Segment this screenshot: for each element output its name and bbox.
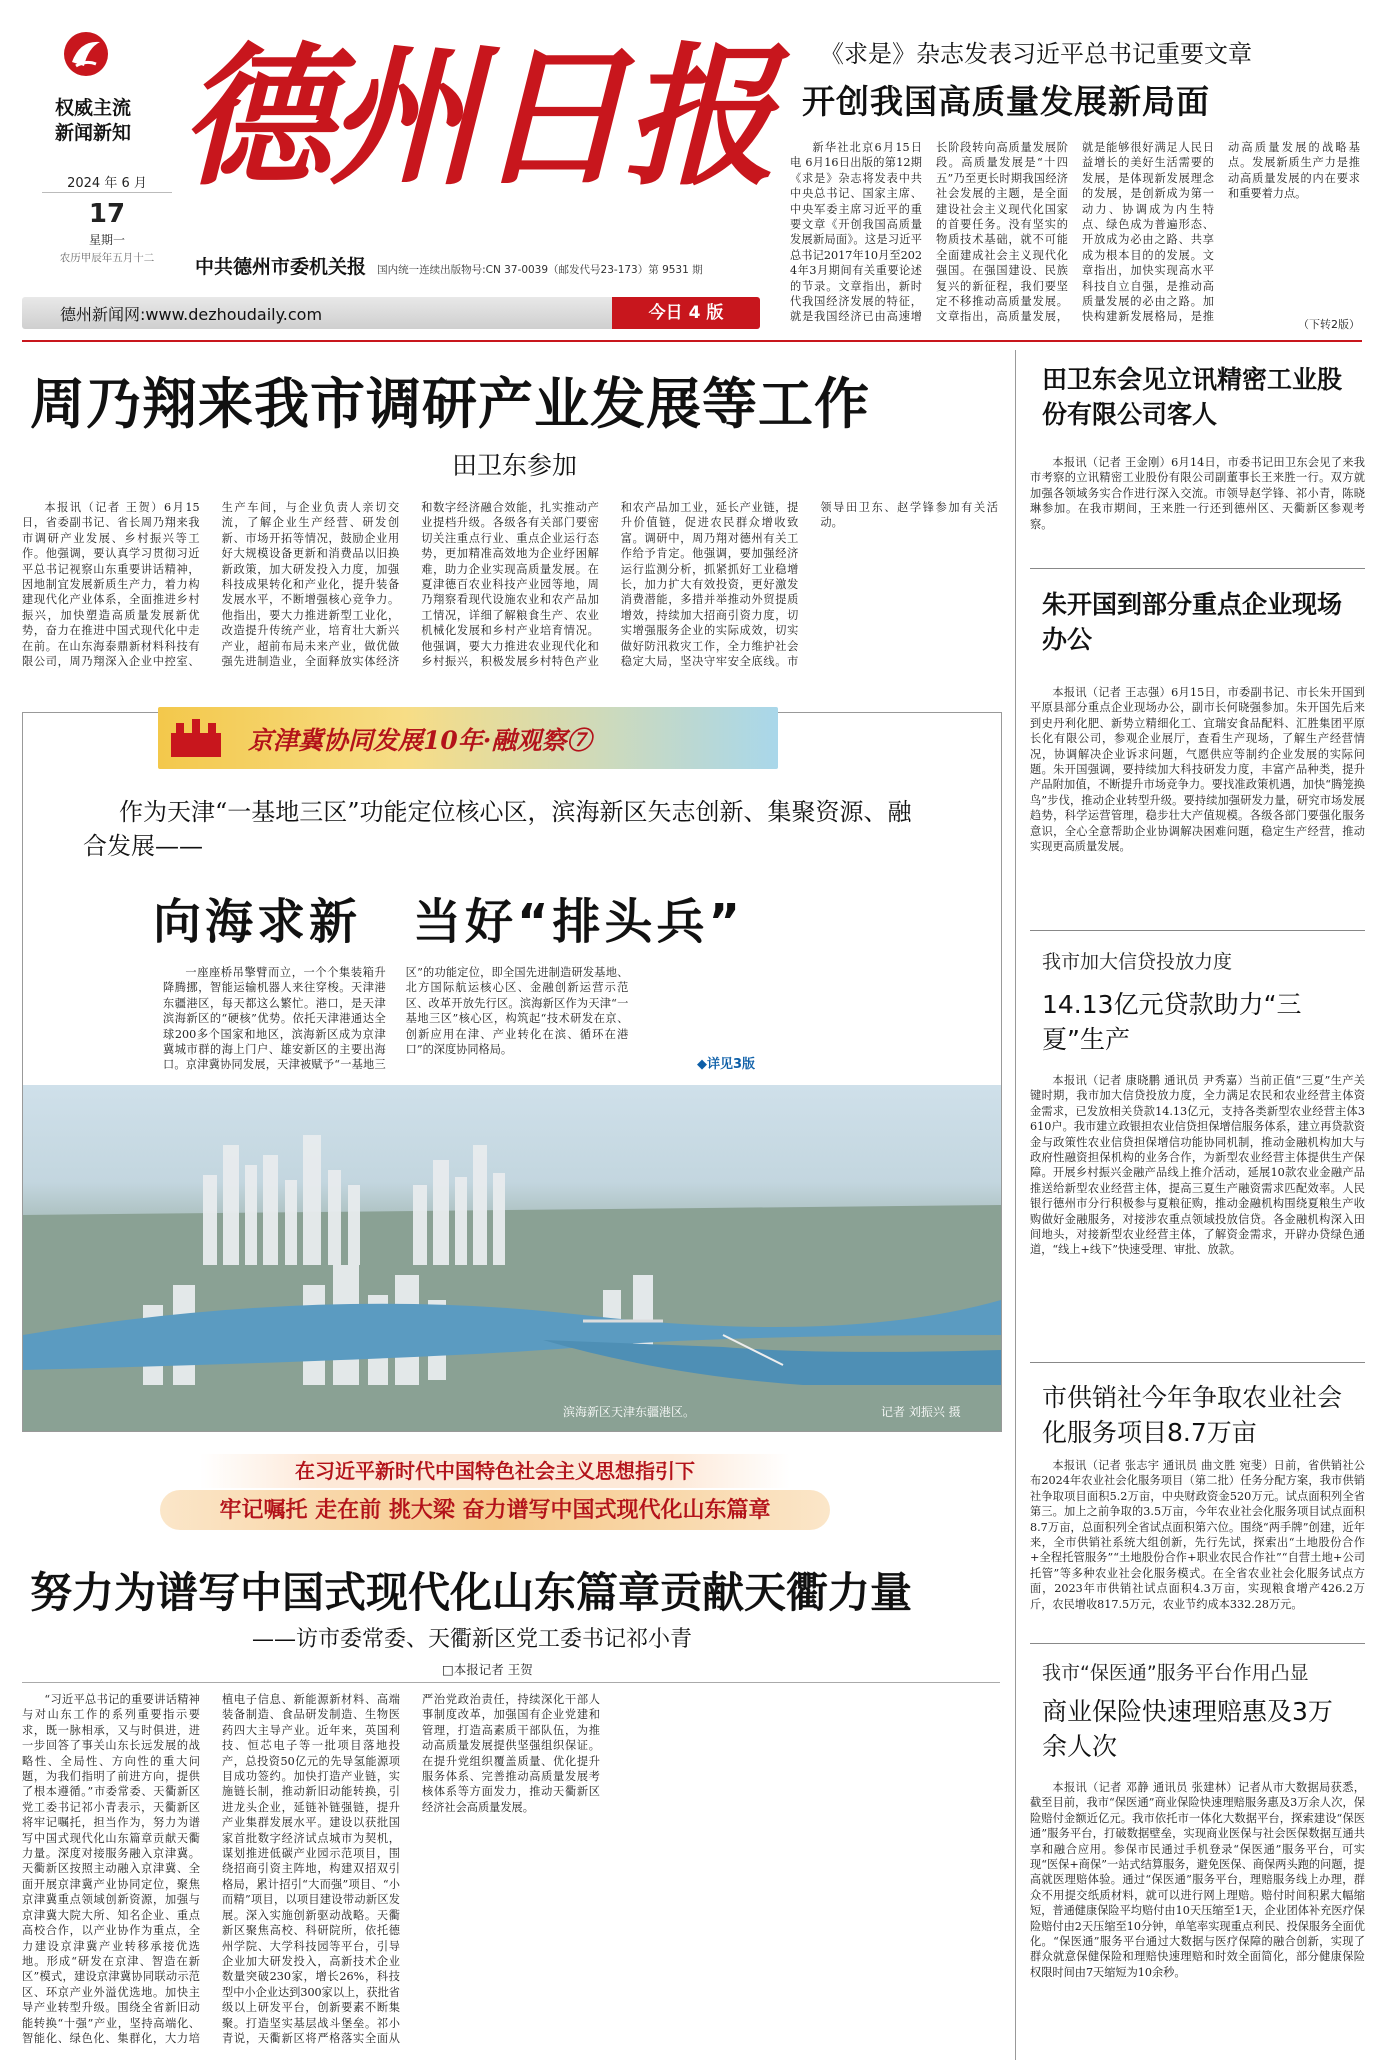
feature-body	[163, 965, 871, 1080]
top-story-jump: （下转2版）	[1294, 316, 1360, 332]
right-story-1-body	[1030, 455, 1365, 545]
feature-banner-title: 京津冀协同发展10年·融观察⑦	[248, 726, 592, 755]
right-story-5	[1030, 1648, 1365, 2053]
right-story-2-text: 本报讯（记者 王志强）6月15日，市委副书记、市长朱开国到平原县部分重点企业现场办公，副市长何晓强参加。朱开国先后来到史丹利化肥、新势立精细化工、宜瑞安食品配料、汇胜集团平原长化有限公司，参观企业展厅，查看生产现场，了解生产经营情况，协调解决企业诉求问题，气愿供应等制约企业发展的实际问题。朱开国强调，要持续加大科技研发力度，丰富产品种类，提升产品附加值，不断提升市场竞争力。要找准政策机遇，加快“腾笼换鸟”步伐，推动企业转型升级。要持续加强研发力量，研究市场发展趋势，科学运营管理，稳步壮大产值规模。各级各部门要强化服务意识，全心全意帮助企业协调解决困难问题，稳定生产经营，推动实现更高质量发展。	[1030, 686, 1365, 854]
interview-body	[22, 1692, 1000, 2052]
newspaper-logo-icon	[62, 30, 110, 78]
interview-text: “习近平总书记的重要讲话精神与对山东工作的系列重要指示要求，既一脉相承，又与时俱进，进一步回答了事关山东长远发展的战略性、全局性、方向性的重大问题，为我们指明了前进方向，提供了根本遵循。”市委常委、天衢新区党工委书记祁小青表示，天衢新区将牢记嘱托，担当作为，努力为谱写中国式现代化山东篇章贡献天衢力量。深度对接服务融入京津冀。天衢新区按照主动融入京津冀、全面开展京津冀产业协同定位，聚焦京津冀重点领域创新资源，加强与京津冀大院大所、知名企业、重点高校合作，以产业协作为重点，全力建设京津冀产业转移承接优选地。形成“研发在京津、智造在新区”模式，建设京津冀协同联动示范区、环京产业外溢优选地。加快主导产业转型升级。围绕全省新旧动能转换“十强”产业，坚持高端化、智能化、绿色化、集群化，大力培植电子信息、新能源新材料、高端装备制造、食品研发制造、生物医药四大主导产业。近年来，英国利技、恒芯电子等一批项目落地投产，总投资50亿元的先导氢能源项目成功签约。加快打造产业链，实施链长制，推动新旧动能转换，引进龙头企业，延链补链强链，提升产业集群发展水平。建设以获批国家首批数字经济试点城市为契机，谋划推进低碳产业园示范项目，围绕招商引资主阵地，构建双招双引格局，累计招引“大而强”项目、“小而精”项目，以项目建设带动新区发展。深入实施创新驱动战略。天衢新区聚焦高校、科研院所，依托德州学院、大学科技园等平台，引导企业加大研发投入，高新技术企业数量突破230家，增长26%，科技型中小企业达到300家以上，获批省级以上研发平台，创新要素不断集聚。打造坚实基层战斗堡垒。祁小青说，天衢新区将严格落实全面从严治党政治责任，持续深化干部人事制度改革，加强国有企业党建和管理，打造高素质干部队伍，为推动高质量发展提供坚强组织保证。在提升党组织覆盖质量、优化提升服务体系、完善推动高质量发展考核体系等方面发力，推动天衢新区经济社会高质量发展。	[22, 1693, 600, 2045]
theme-banner-line1: 在习近平新时代中国特色社会主义思想指引下	[295, 1459, 695, 1483]
website-url[interactable]: 德州新闻网:www.dezhoudaily.com	[60, 305, 323, 324]
top-story-body	[790, 140, 1360, 328]
today-pages-badge	[612, 297, 760, 329]
top-story-kicker: 《求是》杂志发表习近平总书记重要文章	[820, 40, 1252, 68]
lead-headline: 周乃翔来我市调研产业发展等工作	[30, 372, 871, 436]
right-story-3-text: 本报讯（记者 康晓鹏 通讯员 尹秀嘉）当前正值“三夏”生产关键时期，我市加大信贷投放力度，全力满足农民和农业经营主体资金需求，已发放相关贷款14.13亿元，支持各类新型农业经营主体3610户。我市建立政银担农业信贷担保增信服务体系，建立再贷款资金与政策性农业信贷担保增信功能协同机制，推动金融机构加大与政府性融资担保机构的业务合作，为新型农业经营主体提供生产保障。开展乡村振兴金融产品线上推介活动，延展10款农业金融产品推送给新型农业经营主体，提高三夏生产融资需求匹配效率。人民银行德州市分行积极参与夏粮征购，推动金融机构围绕夏粮生产收购做好金融服务，对接涉农重点领域投放信贷。各金融机构深入田间地头，对接新型农业经营主体，了解资金需求，开辟办贷绿色通道，“线上+线下”快速受理、审批、放款。	[1030, 1074, 1365, 1257]
right-story-5-text: 本报讯（记者 邓静 通讯员 张建林）记者从市大数据局获悉，截至目前，我市“保医通”商业保险快速理赔服务惠及3万余人次，保险赔付金额近亿元。我市依托市一体化大数据平台，探索建设“保医通”服务平台，打破数据壁垒，实现商业医保与社会医保数据互通共享和融合应用。参保市民通过手机登录“保医通”服务平台，可实现“医保+商保”一站式结算服务，避免医保、商保两头跑的问题，提高就医理赔体验。通过“保医通”服务平台，理赔服务线上办理，群众不用提交纸质材料，就可以进行网上理赔。赔付时间积累大幅缩短，普通健康保险平均赔付由10天压缩至1天，企业团体补充医疗保险赔付由2天压缩至10分钟，单笔率实现重点利民、投保服务全面优化。“保医通”服务平台通过大数据与医疗保障的融合创新，实现了群众就意保健保险和理赔快速理赔和时效全面简化，部分健康保险权限时间由7天缩短为10余秒。	[1030, 1781, 1365, 1979]
lead-body	[22, 500, 998, 676]
issue-year-month: 2024 年 6 月	[67, 176, 147, 191]
serial-number: 国内统一连续出版物号:CN 37-0039（邮发代号23-173）第 9531 期	[377, 264, 703, 276]
feature-box	[22, 712, 1002, 1432]
issue-day: 17	[88, 199, 126, 229]
top-story-headline: 开创我国高质量发展新局面	[802, 82, 1210, 121]
lead-text: 本报讯（记者 王贺）6月15日，省委副书记、省长周乃翔来我市调研产业发展、乡村振兴等工作。他强调，要认真学习贯彻习近平总书记视察山东重要讲话精神，因地制宜发展新质生产力，着力构建现代化产业体系，全面推进乡村振兴，加快塑造高质量发展新优势，奋力在推进中国式现代化中走在前。在山东海泰鼎新材料科技有限公司，周乃翔深入企业中控室、生产车间，与企业负责人亲切交流，了解企业生产经营、研发创新、市场开拓等情况，鼓励企业用好大规模设备更新和消费品以旧换新政策，加大研发投入力度，加强科技成果转化和产业化，提升装备发展水平，不断增强核心竞争力。他指出，要大力推进新型工业化，改造提升传统产业，培育壮大新兴产业，超前布局未来产业，做优做强先进制造业，全面释放实体经济和数字经济融合效能，扎实推动产业提档升级。各级各有关部门要密切关注重点行业、重点企业运行态势，更加精准高效地为企业纾困解难，助力企业实现高质量发展。在夏津德百农业科技产业园等地，周乃翔察看现代设施农业和农产品加工情况，详细了解粮食生产、农业机械化发展和乡村产业培育情况。他强调，要大力推进农业现代化和乡村振兴，积极发展乡村特色产业和农产品加工业，延长产业链，提升价值链，促进农民群众增收致富。调研中，周乃翔对德州有关工作给予肯定。他强调，要加强经济运行监测分析，抓紧抓好工业稳增长，加力扩大有效投资，更好激发消费潜能，多措并举推动外贸提质增效，持续加大招商引资力度，切实增强服务企业的实际成效，切实做好防汛救灾工作，全力维护社会稳定大局，坚决守牢安全底线。市领导田卫东、赵学锋参加有关活动。	[22, 501, 998, 669]
right-story-1-text: 本报讯（记者 王金刚）6月14日，市委书记田卫东会见了来我市考察的立讯精密工业股份有限公司副董事长王来胜一行。双方就加强各领域务实合作进行深入交流。市领导赵学锋、祁小青，陈晓琳参加。在我市期间，王来胜一行还到德州区、天衢新区参观考察。	[1030, 456, 1365, 531]
photo-caption: 滨海新区天津东疆港区。	[563, 1405, 696, 1419]
organ-line	[195, 252, 775, 279]
right-column	[1030, 350, 1365, 2055]
city-skyline-illustration	[23, 1085, 1001, 1431]
organ-name: 中共德州市委机关报	[195, 256, 367, 278]
right-story-4-headline: 市供销社今年争取农业社会化服务项目8.7万亩	[1042, 1383, 1343, 1447]
feature-text: 一座座桥吊擎臂而立，一个个集装箱升降腾挪，智能运输机器人来往穿梭。天津港东疆港区，每天都这么繁忙。港口，是天津滨海新区的“硬核”优势。依托天津港通达全球200多个国家和地区，滨海新区成为京津冀城市群的海上门户、雄安新区的主要出海口。京津冀协同发展，天津被赋予“一基地三区”的功能定位，即全国先进制造研发基地、北方国际航运核心区、金融创新运营示范区、改革开放先行区。滨海新区作为天津“一基地三区”核心区，构筑起“技术研发在京、创新应用在津、产业转化在滨、循环在港口”的深度协同格局。	[163, 966, 629, 1072]
theme-banner-line2: 牢记嘱托 走在前 挑大梁 奋力谱写中国式现代化山东篇章	[219, 1497, 771, 1523]
slogan-line-2: 新闻新知	[55, 122, 132, 144]
lead-story	[22, 350, 1002, 685]
right-story-5-headline: 商业保险快速理赔惠及3万余人次	[1042, 1697, 1333, 1761]
right-story-3-kicker: 我市加大信贷投放力度	[1042, 951, 1233, 973]
right-story-4	[1030, 1368, 1365, 1638]
interview-byline: □本报记者 王贺	[442, 1662, 533, 1677]
today-pages-label: 今日 4 版	[648, 303, 724, 323]
top-story-text: 新华社北京6月15日电 6月16日出版的第12期《求是》杂志将发表中共中央总书记、国家主席、中央军委主席习近平的重要文章《开创我国高质量发展新局面》。这是习近平总书记2017年10月至2024年3月期间有关重要论述的节录。文章指出，新时代我国经济发展的特征，就是我国经济已由高速增长阶段转向高质量发展阶段。高质量发展是“十四五”乃至更长时期我国经济社会发展的主题，是全面建设社会主义现代化国家的首要任务。没有坚实的物质技术基础，就不可能全面建成社会主义现代化强国。在强国建设、民族复兴的新征程，我们要坚定不移推动高质量发展。文章指出，高质量发展，就是能够很好满足人民日益增长的美好生活需要的发展，是体现新发展理念的发展，是创新成为第一动力、协调成为内生特点、绿色成为普遍形态、开放成为必由之路、共享成为根本目的的发展。文章指出，加快实现高水平科技自立自强，是推动高质量发展的必由之路。加快构建新发展格局，是推动高质量发展的战略基点。发展新质生产力是推动高质量发展的内在要求和重要着力点。	[790, 141, 1360, 324]
issue-lunar-date: 农历甲辰年五月十二	[59, 252, 155, 264]
slogan-line-1: 权威主流	[55, 97, 132, 119]
feature-jump: ◆详见3版	[693, 1053, 759, 1072]
right-story-1-headline: 田卫东会见立讯精密工业股份有限公司客人	[1042, 365, 1343, 429]
right-story-5-body	[1030, 1780, 1365, 2050]
feature-intro: 作为天津“一基地三区”功能定位核心区，滨海新区矢志创新、集聚资源、融合发展——	[83, 798, 912, 860]
top-story	[790, 28, 1360, 333]
right-story-3	[1030, 935, 1365, 1355]
issue-weekday: 星期一	[88, 233, 125, 247]
right-story-2-headline: 朱开国到部分重点企业现场办公	[1042, 590, 1343, 654]
masthead-slogan	[55, 96, 165, 146]
right-story-2	[1030, 575, 1365, 925]
interview-story	[22, 1550, 1002, 2055]
photo-credit: 记者 刘振兴 摄	[881, 1405, 961, 1419]
feature-banner	[158, 707, 778, 769]
issue-date	[42, 172, 172, 265]
right-story-4-text: 本报讯（记者 张志宇 通讯员 曲文胜 宛斐）日前，省供销社公布2024年农业社会化服务项目（第二批）任务分配方案，我市供销社争取项目面积5.2万亩，中央财政资金520万元。试点面积列全省第三。加上之前争取的3.5万亩，今年农业社会化服务项目试点面积8.7万亩，总面积列全省试点面积第六位。围绕“两手牌”创建，近年来，全市供销社系统大组创新，先行先试，探索出“土地股份合作+全程托管服务”“土地股份合作+职业农民合作社”“自营土地+公司托管”等多种农业社会化服务模式。在全省农业社会化服务试点方面，2023年市供销社试点面积4.3万亩，实现粮食增产426.2万斤，农民增收817.5万元，农业节约成本332.28万元。	[1030, 1459, 1365, 1611]
theme-banner-top	[200, 1454, 790, 1488]
website-bar	[22, 297, 760, 329]
theme-banner-bottom	[160, 1490, 830, 1530]
right-story-2-body	[1030, 685, 1365, 925]
feature-photo	[23, 1085, 1001, 1431]
right-story-5-kicker: 我市“保医通”服务平台作用凸显	[1042, 1662, 1309, 1684]
feature-headline: 向海求新 当好“排头兵”	[153, 894, 745, 950]
theme-banner	[160, 1454, 830, 1534]
right-story-1	[1030, 350, 1365, 550]
interview-subhead: ——访市委常委、天衢新区党工委书记祁小青	[252, 1627, 693, 1652]
great-wall-icon	[166, 713, 226, 763]
right-story-3-headline: 14.13亿元贷款助力“三夏”生产	[1042, 990, 1302, 1054]
lead-subhead: 田卫东参加	[452, 451, 578, 480]
newspaper-title: 德州日报	[180, 27, 772, 206]
interview-headline: 努力为谱写中国式现代化山东篇章贡献天衢力量	[30, 1568, 913, 1617]
right-story-4-body	[1030, 1458, 1365, 1633]
right-story-3-body	[1030, 1073, 1365, 1348]
